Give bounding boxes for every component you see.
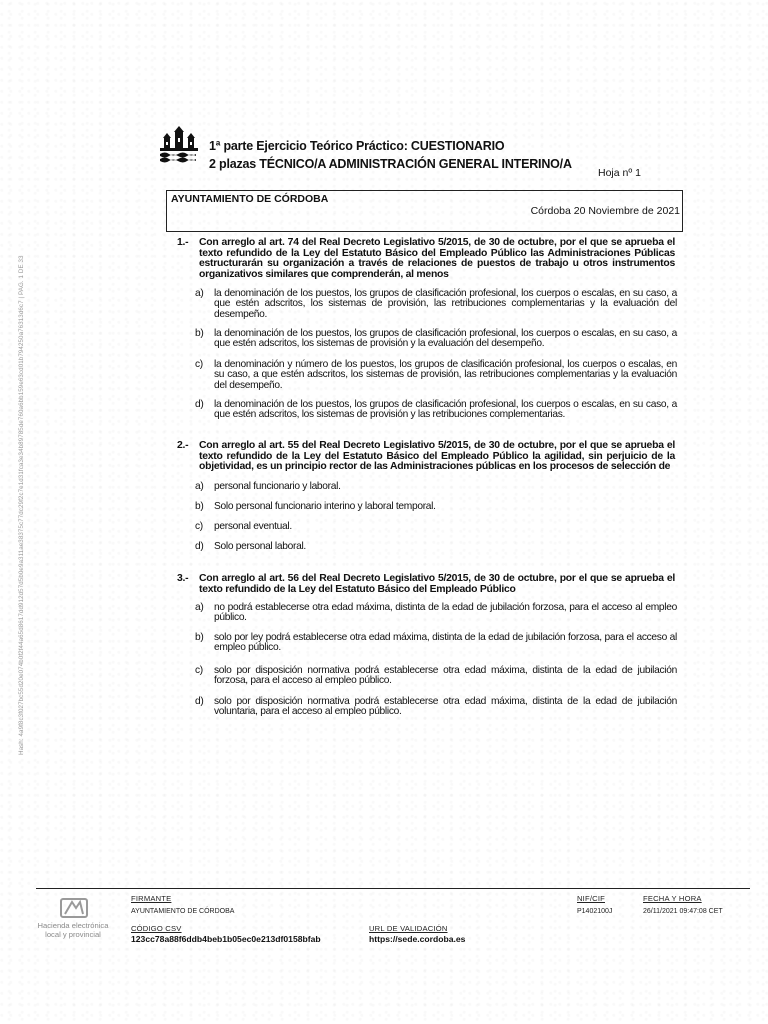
signer-label: FIRMANTE: [131, 894, 172, 903]
option-text: solo por disposición normativa podrá establecerse otra edad máxima, distinta de la edad de jubilación voluntaria, para el acceso al empleo público.: [214, 696, 677, 718]
option-text: Solo personal funcionario interino y laboral temporal.: [214, 501, 436, 512]
option-text: la denominación y número de los puestos, los grupos de clasificación profesional, los cuerpos o escalas, en su caso, a que estén adscritos, los sistemas de provisión, las retribuciones complementarias y la evaluación del desempeño.: [214, 359, 677, 391]
question-text: Con arreglo al art. 56 del Real Decreto Legislativo 5/2015, de 30 de octubre, por el que se aprueba el texto refundido de la Ley del Estatuto Básico del Empleado Público: [199, 573, 675, 595]
option-1b: [195, 329, 677, 350]
question-text: Con arreglo al art. 74 del Real Decreto Legislativo 5/2015, de 30 de octubre, por el que se aprueba el texto refundido de la Ley del Estatuto Básico del Empleado Público las Administraciones Públicas estructurarán su organización a través de relaciones de puestos de trabajo u otros instrumentos organizativos similares que comprenderán, al menos: [199, 237, 675, 280]
csv-label: CÓDIGO CSV: [131, 924, 182, 933]
option-text: la denominación de los puestos, los grupos de clasificación profesional, los cuerpos o escalas, en su caso, a que estén adscritos, los sistemas de provisión y las retribuciones complementarias.: [214, 399, 677, 421]
option-1d: [195, 400, 677, 421]
logo-line-2: local y provincial: [45, 929, 101, 939]
option-1c: [195, 360, 677, 391]
option-text: personal funcionario y laboral.: [214, 481, 341, 492]
question-1: [177, 238, 675, 280]
signer-value: AYUNTAMIENTO DE CÓRDOBA: [131, 908, 235, 915]
option-text: personal eventual.: [214, 521, 292, 532]
option-letter: d): [195, 696, 204, 707]
option-letter: b): [195, 632, 204, 643]
option-text: no podrá establecerse otra edad máxima, distinta de la edad de jubilación forzosa, para el acceso al empleo público.: [214, 602, 677, 624]
option-3c: [195, 666, 677, 687]
option-letter: d): [195, 399, 204, 410]
logo-line-1: Hacienda electrónica: [37, 921, 109, 930]
nif-value: P1402100J: [577, 908, 613, 915]
option-2d: [195, 542, 677, 552]
footer-divider: [36, 888, 750, 889]
exam-title: 1ª parte Ejercicio Teórico Práctico: CUESTIONARIO: [209, 139, 505, 153]
question-number: 2.-: [177, 440, 189, 451]
validation-url-label: URL DE VALIDACIÓN: [369, 924, 448, 933]
header-box: [166, 190, 683, 232]
sheet-number: Hoja nº 1: [598, 167, 641, 179]
question-number: 1.-: [177, 237, 189, 248]
option-letter: a): [195, 288, 204, 299]
exam-subtitle: 2 plazas TÉCNICO/A ADMINISTRACIÓN GENERAL INTERINO/A: [209, 157, 572, 171]
option-letter: c): [195, 359, 203, 370]
question-number: 3.-: [177, 573, 189, 584]
city-crest-icon: [158, 126, 200, 164]
csv-code: 123cc78a88f6ddb4beb1b05ec0e213df0158bfab: [131, 934, 321, 944]
option-letter: a): [195, 481, 204, 492]
validation-url[interactable]: https://sede.cordoba.es: [369, 934, 466, 944]
option-2a: [195, 482, 677, 492]
option-letter: b): [195, 328, 204, 339]
side-hash-stamp: Hash: 4a9f8c3f027bc55d20e074b0f2f44a65d8617dd912d57d5b0e9a311ae38375c77dc29f2c7e1d31fca3e34b89785de760a6bb159e63cd01b794250a76313d6c7 | PAG. 1 DE 33: [18, 255, 25, 755]
institution-name: AYUNTAMIENTO DE CÓRDOBA: [171, 193, 329, 205]
option-letter: c): [195, 665, 203, 676]
option-3b: [195, 633, 677, 654]
option-1a: [195, 289, 677, 320]
option-2c: [195, 522, 677, 532]
option-3a: [195, 603, 677, 624]
question-3: [177, 574, 675, 595]
exam-date: Córdoba 20 Noviembre de 2021: [530, 205, 680, 217]
option-2b: [195, 502, 677, 512]
datetime-value: 26/11/2021 09:47:08 CET: [643, 908, 723, 915]
datetime-label: FECHA Y HORA: [643, 894, 702, 903]
nif-label: NIF/CIF: [577, 894, 605, 903]
option-text: solo por disposición normativa podrá establecerse otra edad máxima, distinta de la edad de jubilación forzosa, para el acceso al empleo público.: [214, 665, 677, 687]
option-letter: d): [195, 541, 204, 552]
option-letter: b): [195, 501, 204, 512]
option-letter: a): [195, 602, 204, 613]
question-2: [177, 441, 675, 473]
option-3d: [195, 697, 677, 718]
question-text: Con arreglo al art. 55 del Real Decreto Legislativo 5/2015, de 30 de octubre, por el que se aprueba el texto refundido de la Ley del Estatuto Básico del Empleado Público la agilidad, sin perjuicio de la objetividad, es un principio rector de las Administraciones públicas en los procesos de selección de: [199, 440, 675, 473]
option-text: Solo personal laboral.: [214, 541, 306, 552]
option-text: la denominación de los puestos, los grupos de clasificación profesional, los cuerpos o escalas, en su caso, a que estén adscritos, los sistemas de provisión y la evaluación del desempeño.: [214, 328, 677, 350]
option-text: la denominación de los puestos, los grupos de clasificación profesional, los cuerpos o escalas, en su caso, a que estén adscritos, los sistemas de provisión, las retribuciones complementarias y la evaluación del desempeño.: [214, 288, 677, 320]
logo-caption: [28, 922, 118, 939]
option-text: solo por ley podrá establecerse otra edad máxima, distinta de la edad de jubilación forzosa, para el acceso al empleo público.: [214, 632, 677, 654]
option-letter: c): [195, 521, 203, 532]
